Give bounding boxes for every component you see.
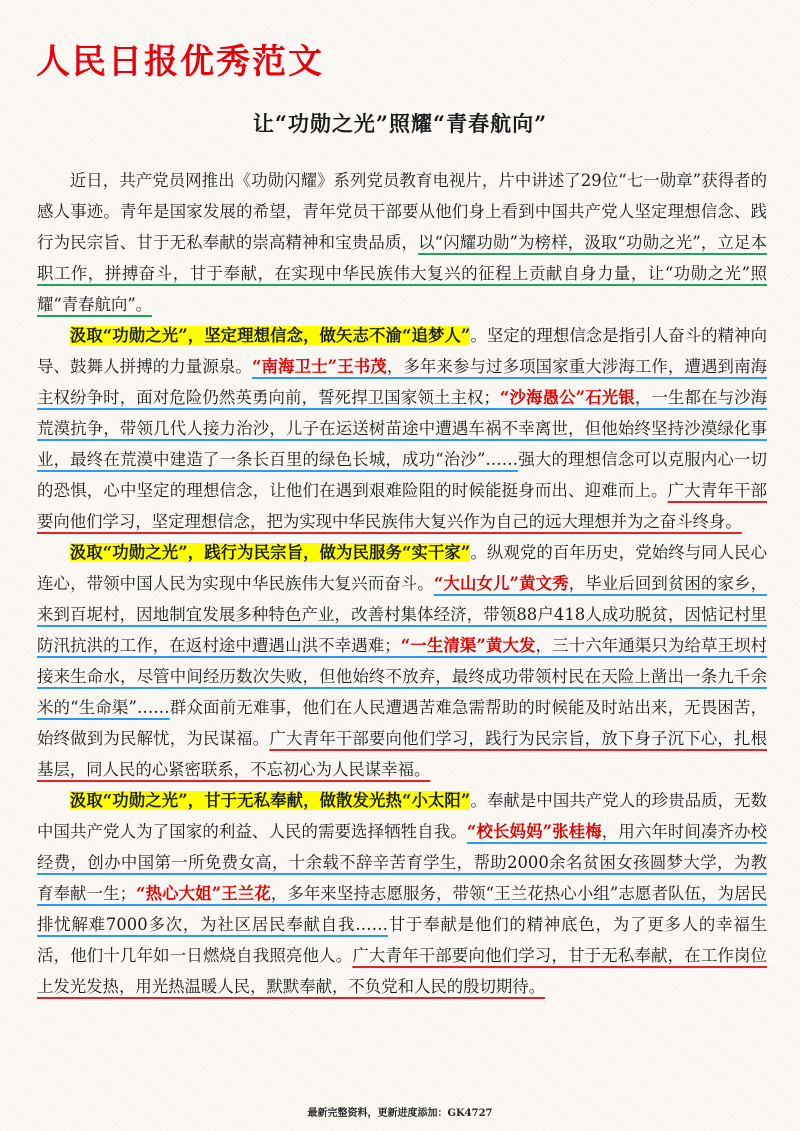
section-body: 强大的理想信念可以克服内心一切的恐惧，心中坚定的理想信念，让他们在遇到艰难险阻的时候能挺身而出、迎难而上。 xyxy=(37,450,767,500)
section-intro: 。坚定的理想信念是指引人奋斗的精神向导、鼓舞人拼搏的力量源泉。 xyxy=(37,326,768,376)
section-heading-service: 汲取“功勋之光”，践行为民宗旨，做为民服务“实干家” xyxy=(69,543,471,562)
hero-name: “一生清渠”黄大发 xyxy=(400,636,536,655)
article-body xyxy=(37,165,767,1002)
hero-name: “沙海愚公”石光银 xyxy=(499,388,635,407)
example-story: “校长妈妈”张桂梅，用六年时间凑齐办校经费，创办中国第一所免费女高，十余载不辞辛苦育学生，帮助2000余名贫困女孩圆梦大学，为教育奉献一生；“热心大姐”王兰花，多年来坚持志愿服务，带领“王兰花热心小组”志愿者队伍，为居民排忧解难7000多次，为社区居民奉献自我…… xyxy=(37,822,768,934)
intro-underlined-text: 以“闪耀功勋”为榜样，汲取“功勋之光”，立足本职工作，拼搏奋斗，甘于奉献，在实现中华民族伟大复兴的征程上贡献自身力量，让“功勋之光”照耀“青春航向”。 xyxy=(37,233,767,314)
section-intro: 。纵观党的百年历史，党始终与同人民心连心，带领中国人民为实现中华民族伟大复兴而奋斗。 xyxy=(37,543,768,593)
hero-name: “南海卫士”王书茂 xyxy=(251,357,387,376)
section-closing: 广大青年干部要向他们学习，践行为民宗旨，放下身子沉下心，扎根基层，同人民的心紧密联系，不忘初心为人民谋幸福。 xyxy=(37,729,768,779)
section-heading-ideals: 汲取“功勋之光”，坚定理想信念，做矢志不渝“追梦人” xyxy=(69,326,471,345)
paragraph-ideals xyxy=(37,320,767,537)
intro-text: 近日，共产党员网推出《功勋闪耀》系列党员教育电视片，片中讲述了29位“七一勋章”获得者的感人事迹。青年是国家发展的希望，青年党员干部要从他们身上看到中国共产党人坚定理想信念、践行为民宗旨、甘于无私奉献的崇高精神和宝贵品质， xyxy=(37,171,767,252)
paragraph-service xyxy=(37,537,767,785)
paragraph-dedication xyxy=(37,785,767,1002)
hero-name: “大山女儿”黄文秀 xyxy=(433,574,569,593)
section-heading-dedication: 汲取“功勋之光”，甘于无私奉献，做散发光热“小太阳” xyxy=(69,791,471,810)
section-body: 群众面前无难事，他们在人民遭遇苦难急需帮助的时候能及时站出来，无畏困苦，始终做到为民解忧，为民谋福。 xyxy=(37,698,767,748)
example-story: “大山女儿”黄文秀，毕业后回到贫困的家乡，来到百坭村，因地制宜发展多种特色产业，改善村集体经济，带领88户418人成功脱贫，因惦记村里防汛抗洪的工作，在返村途中遭遇山洪不幸遇难；“一生清渠”黄大发，三十六年通渠只为给草王坝村接来生命水，尽管中间经历数次失败，但他始终不放弃，最终成功带领村民在天险上凿出一条九千余米的“生命渠”…… xyxy=(37,574,768,717)
footer-note: 最新完整资料，更新进度添加：GK4727 xyxy=(307,1108,493,1119)
section-intro: 。奉献是中国共产党人的珍贵品质，无数中国共产党人为了国家的利益、人民的需要选择牺牲自我。 xyxy=(37,791,768,841)
section-closing: 广大青年干部要向他们学习，坚定理想信念，把为实现中华民族伟大复兴作为自己的远大理想并为之奋斗终身。 xyxy=(37,481,768,531)
section-body: 甘于奉献是他们的精神底色，为了更多人的幸福生活，他们十几年如一日燃烧自我照亮他人。 xyxy=(37,915,767,965)
brand-header: 人民日报优秀范文 xyxy=(36,42,324,82)
hero-name: “热心大姐”王兰花 xyxy=(136,884,271,903)
hero-name: “校长妈妈”张桂梅 xyxy=(466,822,602,841)
section-closing: 广大青年干部要向他们学习，甘于无私奉献，在工作岗位上发光发热，用光热温暖人民，默默奉献，不负党和人民的殷切期待。 xyxy=(37,946,768,996)
article-title: 让“功勋之光”照耀“青春航向” xyxy=(252,111,548,136)
example-story: “南海卫士”王书茂，多年来参与过多项国家重大涉海工作，遭遇到南海主权纷争时，面对危险仍然英勇向前，誓死捍卫国家领土主权；“沙海愚公”石光银，一生都在与沙海荒漠抗争，带领几代人接力治沙，儿子在运送树苗途中遭遇车祸不幸离世，但他始终坚持沙漠绿化事业，最终在荒漠中建造了一条长百里的绿色长城，成功“治沙”…… xyxy=(37,357,768,469)
paragraph-intro xyxy=(37,165,767,320)
